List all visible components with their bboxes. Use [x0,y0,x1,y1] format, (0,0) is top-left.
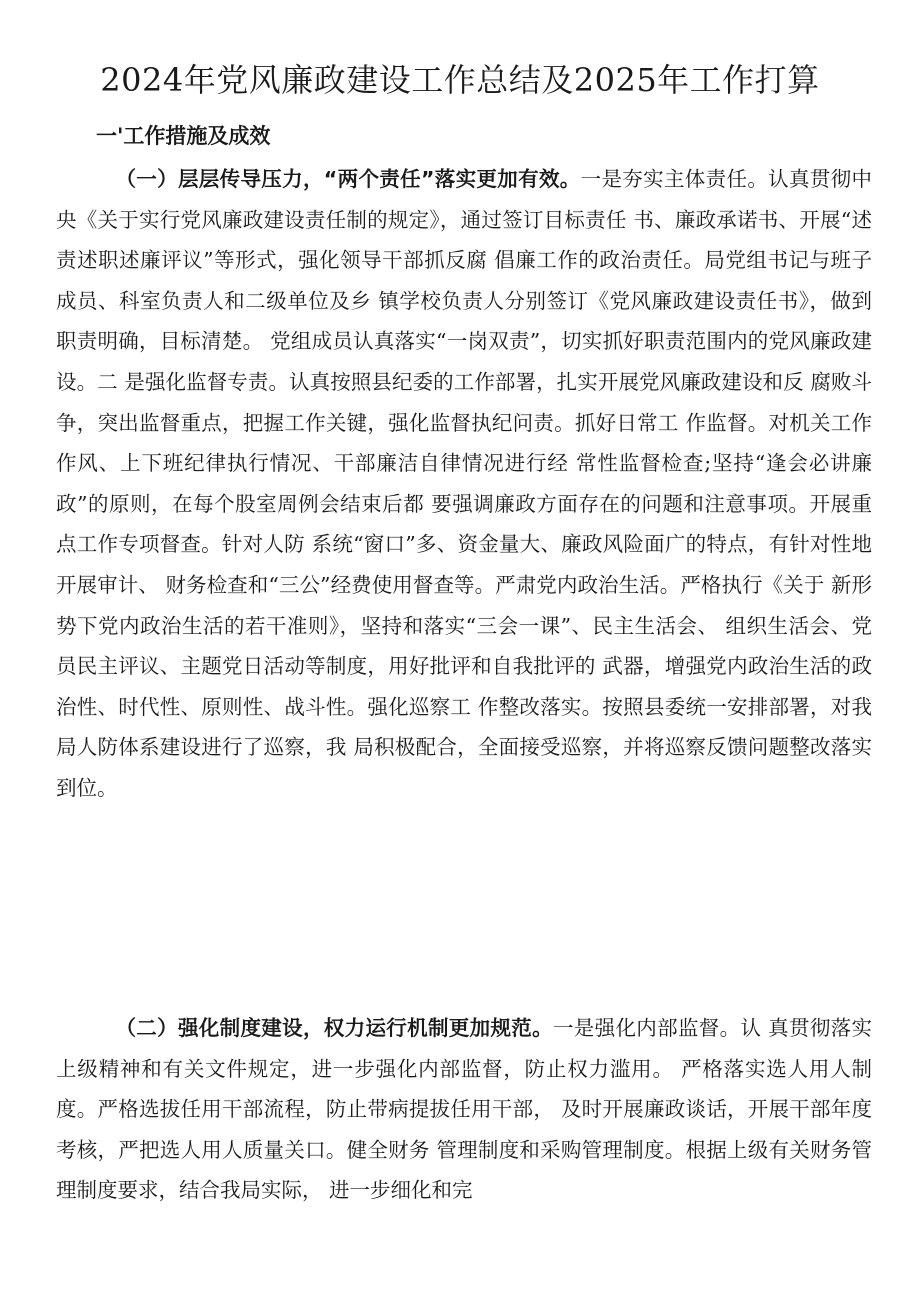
paragraph-1 [56,159,872,809]
paragraph-1-lead: （一）层层传导压力，“两个责任”落实更加有效。 [115,167,581,191]
document-title: 2024年党风廉政建设工作总结及2025年工作打算 [100,61,820,99]
paragraph-1-body: 一是夯实主体责任。认真贯彻中央《关于实行党风廉政建设责任制的规定》，通过签订目标责任 书、廉政承诺书、开展“述责述职述廉评议”等形式，强化领导干部抓反腐 倡廉工作的政治责任。局党组书记与班子成员、科室负责人和二级单位及乡 镇学校负责人分别签订《党风廉政建设责任书》，做到职责明确，目标清楚。 党组成员认真落实“一岗双责”，切实抓好职责范围内的党风廉政建设。二 是强化监督专责。认真按照县纪委的工作部署，扎实开展党风廉政建设和反 腐败斗争，突出监督重点，把握工作关键，强化监督执纪问责。抓好日常工 作监督。对机关工作作风、上下班纪律执行情况、干部廉洁自律情况进行经 常性监督检查;坚持“逢会必讲廉政”的原则，在每个股室周例会结束后都 要强调廉政方面存在的问题和注意事项。开展重点工作专项督查。针对人防 系统“窗口”多、资金量大、廉政风险面广的特点，有针对性地开展审计、 财务检查和“三公”经费使用督查等。严肃党内政治生活。严格执行《关于 新形势下党内政治生活的若干准则》，坚持和落实“三会一课”、民主生活会、 组织生活会、党员民主评议、主题党日活动等制度，用好批评和自我批评的 武器，增强党内政治生活的政治性、时代性、原则性、战斗性。强化巡察工 作整改落实。按照县委统一安排部署，对我局人防体系建设进行了巡察，我 局积极配合，全面接受巡察，并将巡察反馈问题整改落实到位。 [56,167,872,800]
paragraph-2 [56,1008,872,1211]
section-heading: 一'工作措施及成效 [96,124,271,148]
paragraph-2-body: 一是强化内部监督。认 真贯彻落实上级精神和有关文件规定，进一步强化内部监督，防止权力滥用。 严格落实选人用人制度。严格选拔任用干部流程，防止带病提拔任用干部， 及时开展廉政谈话，开展干部年度考核，严把选人用人质量关口。健全财务 管理制度和采购管理制度。根据上级有关财务管理制度要求，结合我局实际， 进一步细化和完 [56,1016,873,1203]
paragraph-2-lead: （二）强化制度建设，权力运行机制更加规范。 [115,1016,553,1040]
